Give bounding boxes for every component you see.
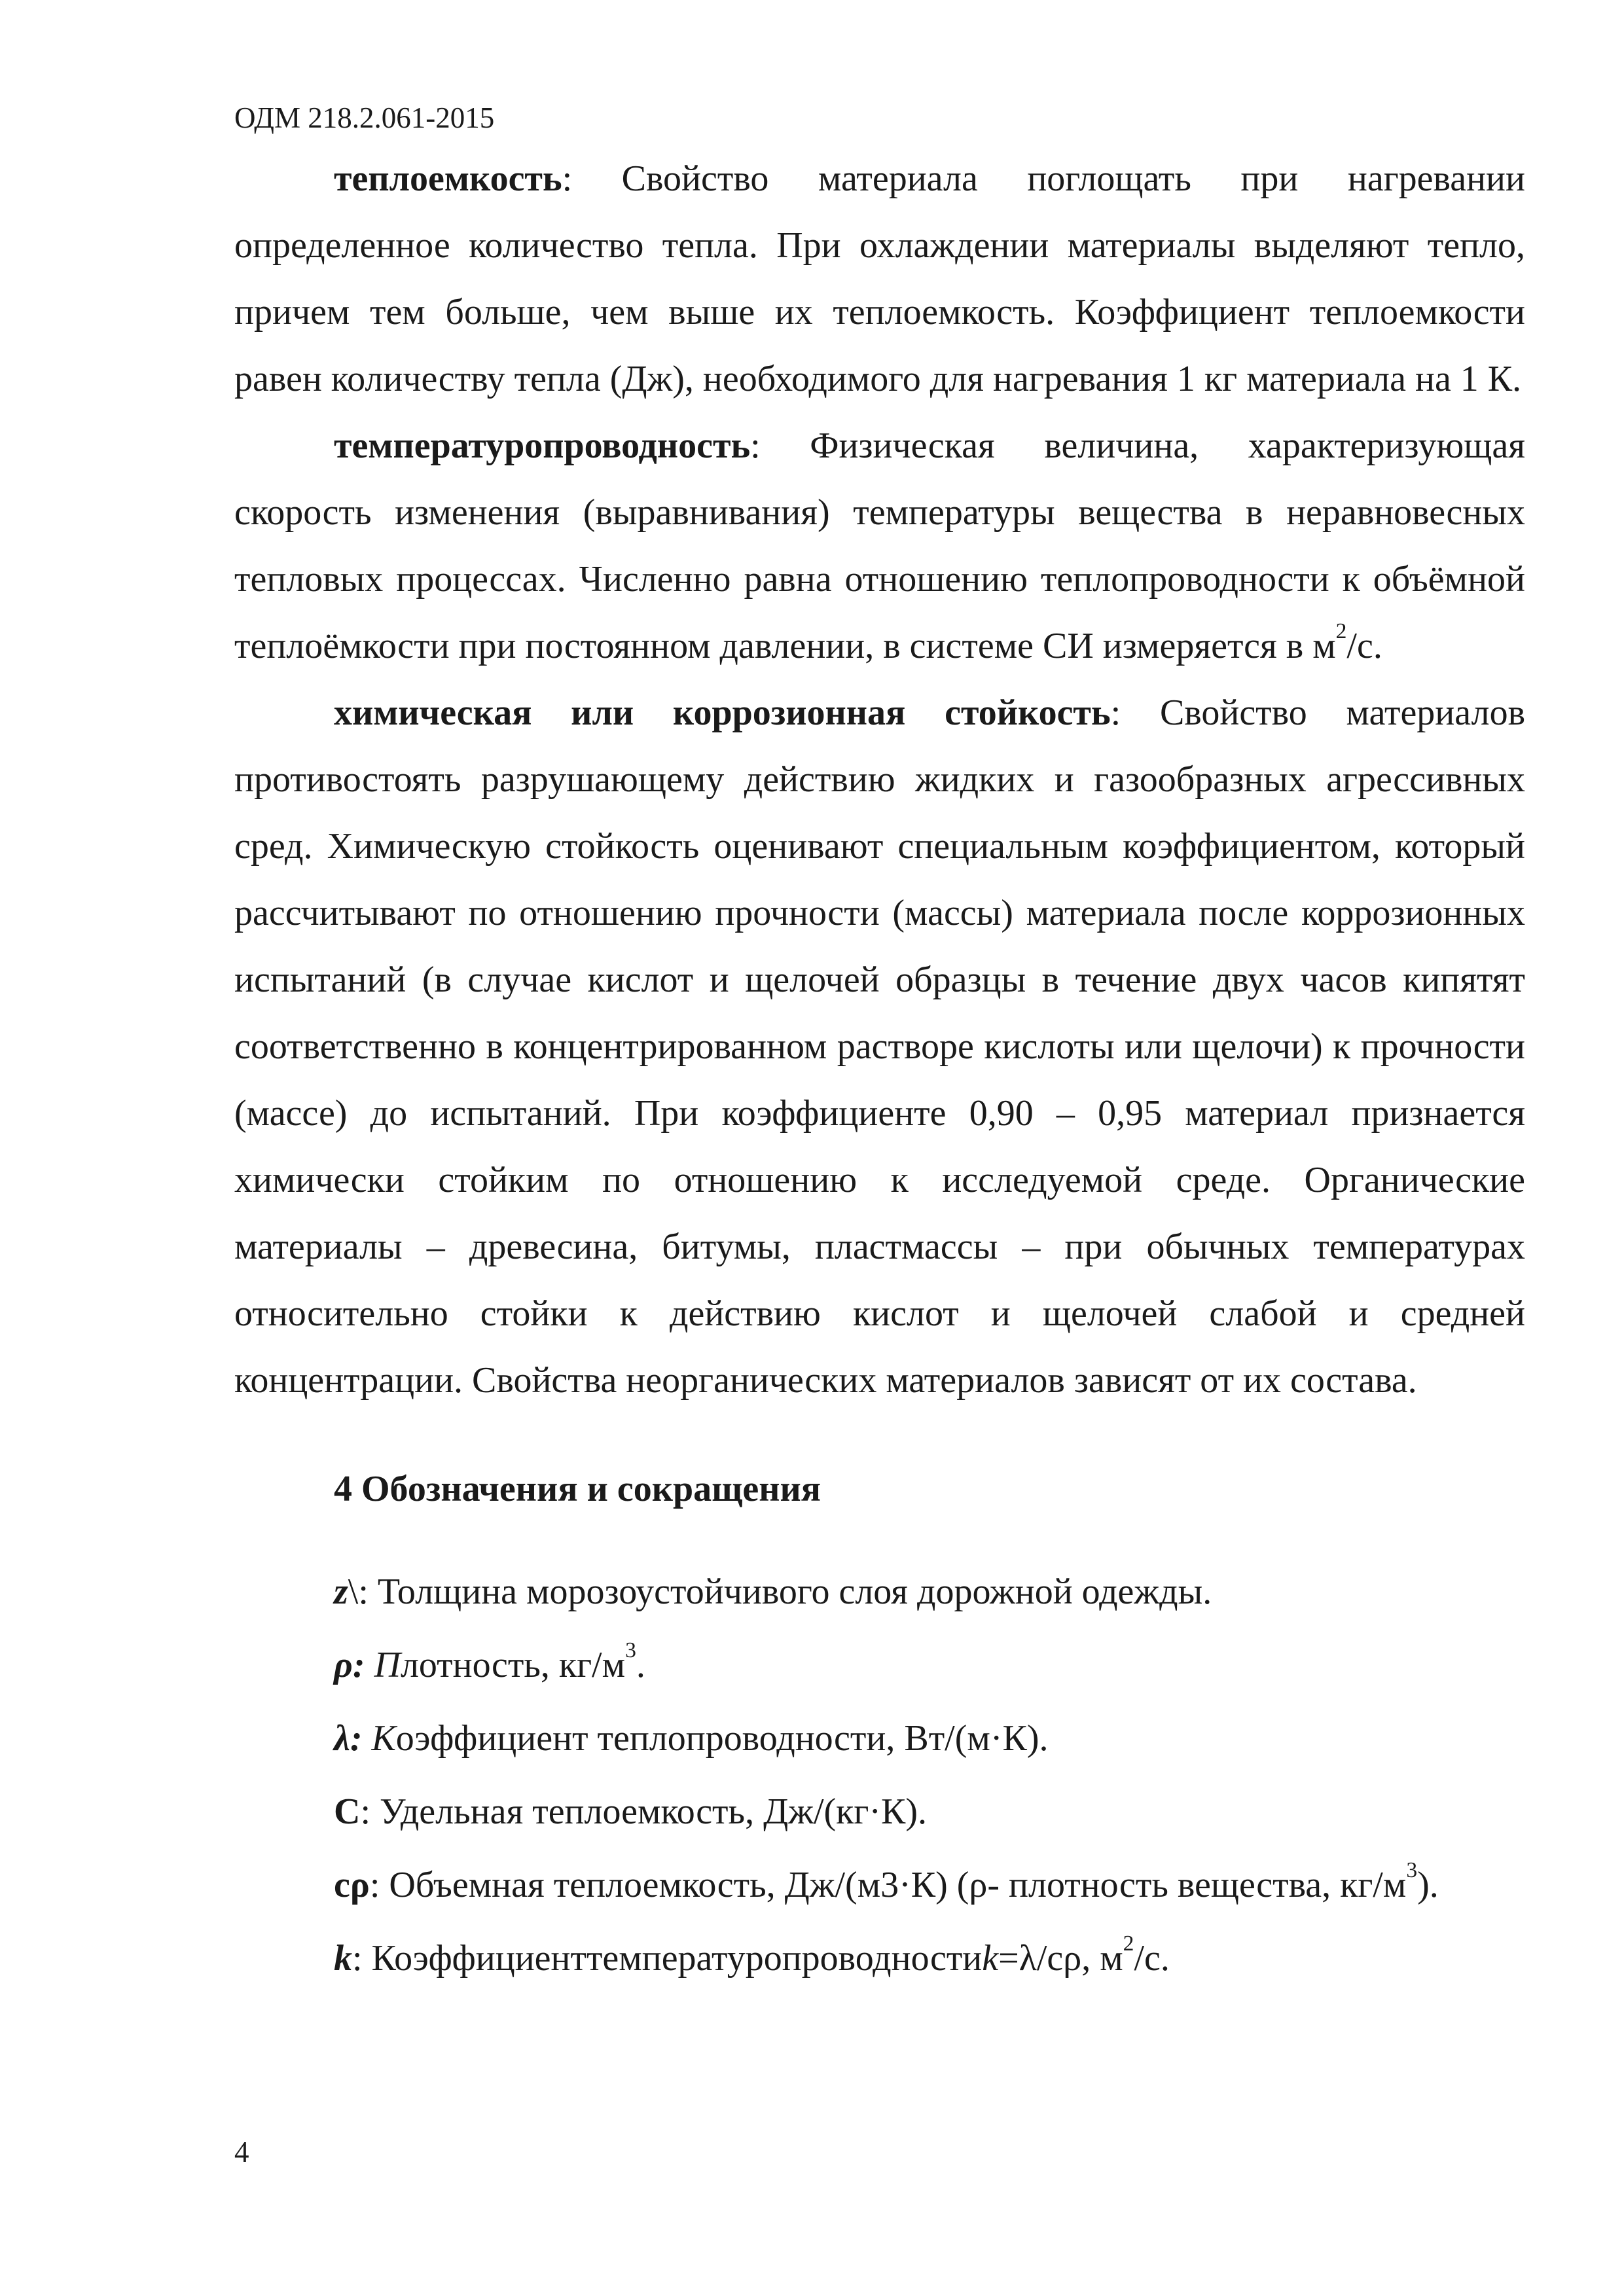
symbol-colon: : xyxy=(352,1645,374,1685)
abbreviation-text: : Коэффициенттемпературопроводности xyxy=(352,1938,983,1979)
superscript: 3 xyxy=(1406,1857,1418,1882)
term-name: химическая или коррозионная стойкость xyxy=(334,692,1111,733)
abbreviation-c xyxy=(334,1775,1525,1848)
superscript: 2 xyxy=(1123,1931,1134,1956)
symbol: ρ xyxy=(334,1645,353,1685)
term-separator: : xyxy=(562,158,622,199)
abbreviation-text: : Толщина морозоустойчивого слоя дорожной одежды. xyxy=(358,1571,1212,1612)
term-thermal-diffusivity xyxy=(234,412,1525,679)
abbreviation-end: . xyxy=(636,1645,645,1685)
symbol: z xyxy=(334,1571,348,1612)
symbol: k xyxy=(334,1938,352,1979)
term-heat-capacity xyxy=(234,145,1525,412)
term-name: теплоемкость xyxy=(334,158,562,199)
abbreviation-rho xyxy=(334,1628,1525,1702)
section-heading: 4 Обозначения и сокращения xyxy=(334,1469,821,1509)
document-body xyxy=(234,145,1525,1995)
abbreviation-text: : Удельная теплоемкость, Дж/(кг·К). xyxy=(360,1791,927,1832)
term-definition: Свойство материалов противостоять разрушающему действию жидких и газообразных агрессивных сред. Химическую стойкость оценивают специальным коэффициентом, который рассчитывают по отношению прочности (массы) материала после коррозионных испытаний (в случае кислот и щелочей образцы в течение двух часов кипятят соответственно в концентрированном растворе кислоты или щелочи) к прочности (массе) до испытаний. При коэффициенте 0,90 – 0,95 материал признается химически стойким по отношению к исследуемой среде. Органические материалы – древесина, битумы, пластмассы – при обычных температурах относительно стойки к действию кислот и щелочей слабой и средней концентрации. Свойства неорганических материалов зависят от их состава. xyxy=(234,692,1526,1401)
symbol-subscript: \ xyxy=(348,1571,359,1612)
italic-letter: П xyxy=(374,1645,401,1685)
symbol: С xyxy=(334,1791,361,1832)
abbreviation-k xyxy=(334,1922,1525,1995)
abbreviation-text: : Объемная теплоемкость, Дж/(м3·К) (ρ- плотность вещества, кг/м xyxy=(369,1865,1407,1905)
symbol: cρ xyxy=(334,1865,370,1905)
term-definition: Физическая величина, характеризующая скорость изменения (выравнивания) температуры вещества в неравновесных тепловых процессах. Численно равна отношению теплопроводности к объёмной теплоёмкости при постоянном давлении, в системе СИ измеряется в м xyxy=(234,425,1526,666)
term-definition: Свойство материала поглощать при нагревании определенное количество тепла. При охлаждении материалы выделяют тепло, причем тем больше, чем выше их теплоемкость. Коэффициент теплоемкости равен количеству тепла (Дж), необходимого для нагревания 1 кг материала на 1 К. xyxy=(234,158,1525,399)
term-definition-end: /с. xyxy=(1346,626,1382,666)
document-code: ОДМ 218.2.061-2015 xyxy=(234,101,495,134)
abbreviations-list xyxy=(234,1555,1525,1995)
abbreviation-z xyxy=(334,1555,1525,1628)
term-separator: : xyxy=(1110,692,1160,733)
term-separator: : xyxy=(750,425,810,466)
abbreviation-text: лотность, кг/м xyxy=(400,1645,626,1685)
abbreviation-end: ). xyxy=(1417,1865,1439,1905)
symbol-colon: : xyxy=(350,1718,372,1759)
superscript: 2 xyxy=(1335,619,1347,643)
formula-variable: k xyxy=(982,1938,999,1979)
abbreviation-lambda xyxy=(334,1702,1525,1775)
abbreviation-text: оэффициент теплопроводности, Вт/(м·К). xyxy=(395,1718,1049,1759)
symbol: λ xyxy=(334,1718,350,1759)
superscript: 3 xyxy=(625,1638,636,1662)
abbreviation-end: /с. xyxy=(1134,1938,1170,1979)
formula: =λ/cρ, м xyxy=(998,1938,1123,1979)
term-chemical-resistance xyxy=(234,679,1525,1414)
abbreviation-crho xyxy=(334,1848,1525,1922)
page-number: 4 xyxy=(234,2136,249,2168)
term-name: температуропроводность xyxy=(334,425,751,466)
italic-letter: К xyxy=(371,1718,396,1759)
